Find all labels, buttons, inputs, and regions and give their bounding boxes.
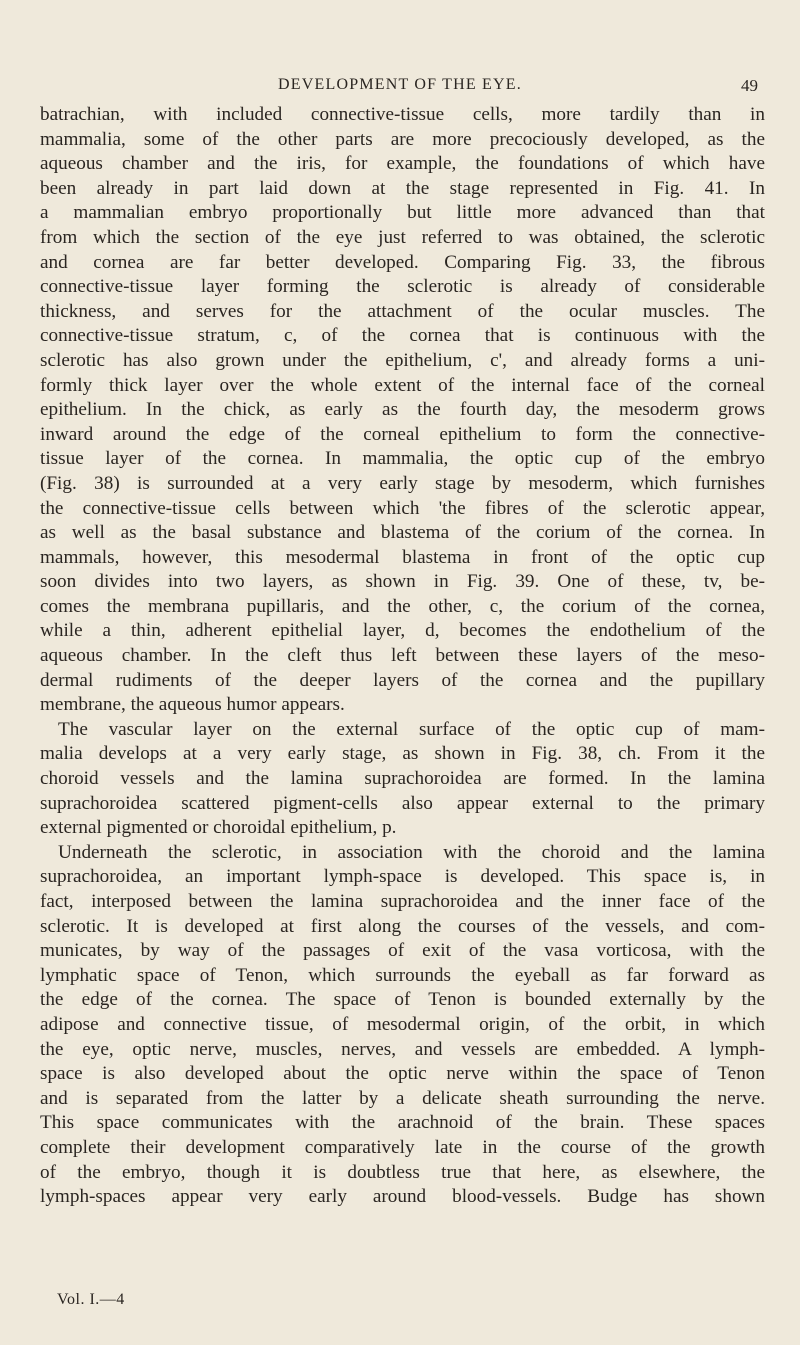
text-line: This space communicates with the arachnoid of the brain. These spaces	[40, 1112, 765, 1134]
body-text	[40, 103, 765, 1210]
text-line: choroid vessels and the lamina suprachoroidea are formed. In the lamina	[40, 768, 765, 790]
text-line: mammals, however, this mesodermal blastema in front of the optic cup	[40, 546, 765, 568]
text-line: suprachoroidea scattered pigment-cells also appear external to the primary	[40, 792, 765, 814]
text-line: fact, interposed between the lamina suprachoroidea and the inner face of the	[40, 891, 765, 912]
page-number: 49	[741, 76, 758, 95]
text-line: The vascular layer on the external surface of the optic cup of mam-	[58, 718, 765, 740]
text-line: mammalia, some of the other parts are more precociously developed, as the	[40, 128, 765, 150]
text-line: suprachoroidea, an important lymph-space is developed. This space is, in	[40, 866, 765, 888]
text-line: lymph-spaces appear very early around blood-vessels. Budge has shown	[40, 1186, 765, 1208]
text-line: connective-tissue layer forming the sclerotic is already of considerable	[40, 276, 765, 298]
text-line: membrane, the aqueous humor appears.	[40, 694, 345, 716]
scan-edge	[0, 1345, 800, 1350]
text-line: soon divides into two layers, as shown in Fig. 39. One of these, tv, be-	[40, 571, 765, 593]
text-line: lymphatic space of Tenon, which surrounds the eyeball as far forward as	[40, 964, 765, 986]
text-line: external pigmented or choroidal epithelium, p.	[40, 817, 397, 839]
text-line: a mammalian embryo proportionally but little more advanced than that	[40, 202, 765, 224]
text-line: comes the membrana pupillaris, and the other, c, the corium of the cornea,	[40, 595, 765, 617]
text-line: the connective-tissue cells between which 'the fibres of the sclerotic appear,	[40, 497, 765, 519]
text-line: space is also developed about the optic nerve within the space of Tenon	[40, 1063, 765, 1085]
running-title: DEVELOPMENT OF THE EYE.	[278, 76, 522, 93]
text-line: (Fig. 38) is surrounded at a very early stage by mesoderm, which furnishes	[40, 472, 765, 494]
text-line: as well as the basal substance and blastema of the corium of the cornea. In	[40, 522, 765, 544]
text-line: the edge of the cornea. The space of Tenon is bounded externally by the	[40, 989, 765, 1011]
text-line: complete their development comparatively late in the course of the growth	[40, 1136, 765, 1158]
text-line: epithelium. In the chick, as early as the fourth day, the mesoderm grows	[40, 399, 765, 421]
signature-mark: Vol. I.—4	[57, 1291, 125, 1308]
text-line: of the embryo, though it is doubtless true that here, as elsewhere, the	[40, 1161, 765, 1183]
text-line: tissue layer of the cornea. In mammalia, the optic cup of the embryo	[40, 448, 765, 470]
text-line: aqueous chamber. In the cleft thus left between these layers of the meso-	[40, 645, 765, 667]
page-header	[0, 76, 800, 102]
text-line: adipose and connective tissue, of mesodermal origin, of the orbit, in which	[40, 1013, 765, 1035]
text-line: the eye, optic nerve, muscles, nerves, and vessels are embedded. A lymph-	[40, 1038, 765, 1060]
text-line: municates, by way of the passages of exit of the vasa vorticosa, with the	[40, 940, 765, 962]
text-line: sclerotic has also grown under the epithelium, c', and already forms a uni-	[40, 349, 765, 371]
text-line: and is separated from the latter by a delicate sheath surrounding the nerve.	[40, 1087, 765, 1109]
text-line: while a thin, adherent epithelial layer, d, becomes the endothelium of the	[40, 620, 765, 642]
text-line: Underneath the sclerotic, in association with the choroid and the lamina	[58, 841, 765, 863]
text-line: aqueous chamber and the iris, for example, the foundations of which have	[40, 153, 765, 175]
text-line: inward around the edge of the corneal epithelium to form the connective-	[40, 423, 765, 445]
text-line: dermal rudiments of the deeper layers of the cornea and the pupillary	[40, 669, 765, 691]
text-line: batrachian, with included connective-tissue cells, more tardily than in	[40, 104, 765, 125]
text-line: malia develops at a very early stage, as shown in Fig. 38, ch. From it the	[40, 743, 765, 765]
text-line: from which the section of the eye just referred to was obtained, the sclerotic	[40, 226, 765, 248]
text-line: connective-tissue stratum, c, of the cornea that is continuous with the	[40, 325, 765, 347]
text-line: and cornea are far better developed. Comparing Fig. 33, the fibrous	[40, 251, 765, 273]
text-line: formly thick layer over the whole extent of the internal face of the corneal	[40, 374, 765, 396]
text-line: been already in part laid down at the stage represented in Fig. 41. In	[40, 177, 765, 199]
text-line: sclerotic. It is developed at first along the courses of the vessels, and com-	[40, 915, 765, 937]
text-line: thickness, and serves for the attachment of the ocular muscles. The	[40, 300, 765, 322]
